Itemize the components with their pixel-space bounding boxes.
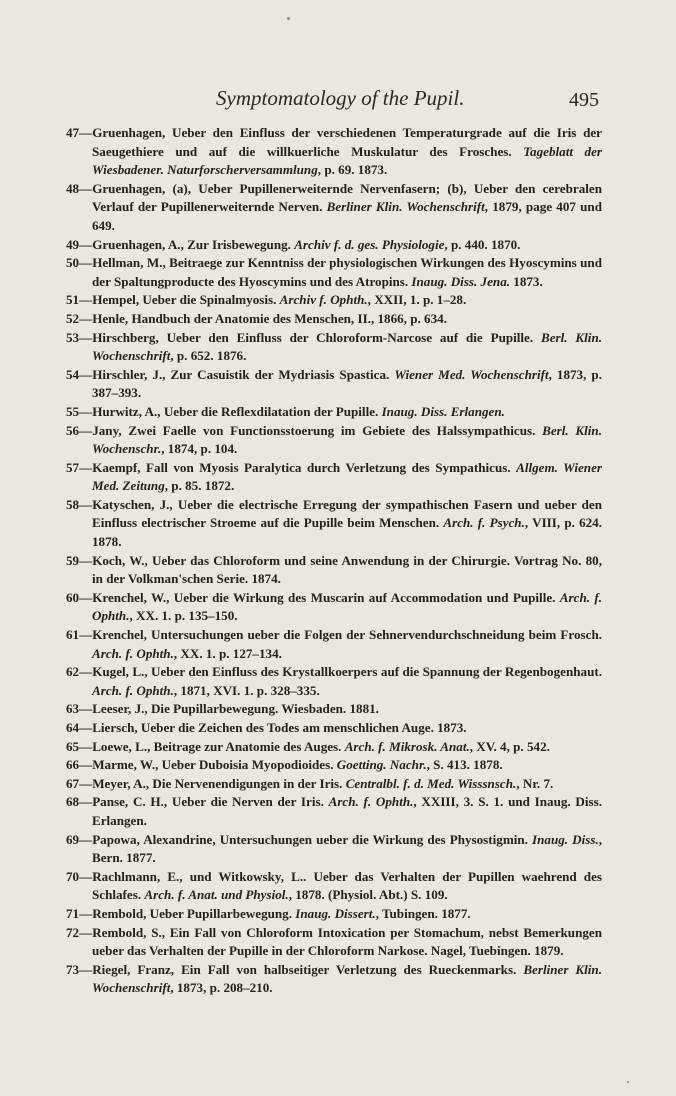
- reference-source-italic: Arch. f. Ophth.: [92, 645, 174, 661]
- reference-entry: [66, 124, 602, 180]
- reference-entry: [66, 459, 602, 496]
- reference-text: , XV. 4, p. 542.: [469, 738, 550, 754]
- reference-entry: [66, 793, 602, 830]
- reference-source-italic: Archiv f. Ophth.: [279, 292, 368, 308]
- reference-text: 65—Loewe, L., Beitrage zur Anatomie des Auges.: [66, 738, 345, 754]
- reference-text: 47—Gruenhagen, Ueber den Einfluss der verschiedenen Temperaturgrade auf die Iris der Saeugethiere und auf die willkuerliche Muskulatur des Frosches.: [66, 125, 602, 159]
- reference-entry: [66, 254, 602, 291]
- reference-source-italic: Arch. f. Ophth.: [328, 794, 414, 810]
- reference-text: , 1873, p. 387–393.: [92, 366, 602, 401]
- reference-text: , 1871, XVI. 1. p. 328–335.: [173, 682, 320, 698]
- reference-entry: [66, 738, 602, 757]
- reference-entry: [66, 868, 602, 905]
- reference-source-italic: Berl. Klin. Wochenschrift: [92, 329, 602, 364]
- reference-source-italic: Arch. f. Anat. und Physiol.: [144, 887, 289, 903]
- reference-text: 59—Koch, W., Ueber das Chloroform und seine Anwendung in der Chirurgie. Vortrag No. 80, in der Volkman'schen Serie. 1874.: [66, 552, 602, 587]
- reference-text: 73—Riegel, Franz, Ein Fall von halbseitiger Verletzung des Rueckenmarks.: [66, 961, 524, 977]
- reference-source-italic: Goetting. Nachr.: [336, 757, 427, 773]
- reference-text: , p. 85. 1872.: [164, 478, 235, 494]
- reference-entry: [66, 700, 602, 719]
- running-title: Symptomatology of the Pupil.: [216, 86, 465, 110]
- reference-entry: [66, 329, 602, 366]
- reference-source-italic: Arch. f. Ophth.: [92, 682, 174, 698]
- reference-entry: [66, 589, 602, 626]
- reference-entry: [66, 626, 602, 663]
- reference-text: , VIII, p. 624. 1878.: [92, 515, 603, 550]
- reference-text: 52—Henle, Handbuch der Anatomie des Menschen, II., 1866, p. 634.: [66, 310, 447, 326]
- reference-source-italic: Inaug. Diss. Jena.: [411, 273, 511, 289]
- reference-text: 54—Hirschler, J., Zur Casuistik der Mydriasis Spastica.: [66, 366, 395, 382]
- reference-text: 53—Hirschberg, Ueber den Einfluss der Chloroform-Narcose auf die Pupille.: [66, 329, 542, 345]
- reference-text: , S. 413. 1878.: [426, 757, 503, 773]
- reference-entry: [66, 552, 602, 589]
- reference-text: 70—Rachlmann, E., und Witkowsky, L.. Ueber das Verhalten der Pupillen waehrend des Schlafes.: [66, 868, 602, 903]
- reference-entry: [66, 905, 602, 924]
- reference-source-italic: Arch. f. Psych.: [443, 515, 525, 531]
- reference-text: 68—Panse, C. H., Ueber die Nerven der Iris.: [66, 794, 329, 810]
- reference-entry: [66, 924, 602, 961]
- reference-text: , p. 69. 1873.: [317, 162, 388, 178]
- reference-text: 48—Gruenhagen, (a), Ueber Pupillenerweiternde Nervenfasern; (b), Ueber den cerebralen Verlauf der Pupillenerweiternde Nerven.: [66, 180, 602, 215]
- paper-speck: [627, 1081, 629, 1083]
- reference-text: 50—Hellman, M., Beitraege zur Kenntniss der physiologischen Wirkungen des Hyoscymins und der Spaltungproducte des Hyoscymins und des Atropins.: [66, 255, 602, 289]
- reference-text: , XX. 1. p. 135–150.: [129, 608, 238, 624]
- reference-source-italic: Inaug. Diss. Erlangen.: [381, 403, 505, 419]
- reference-text: 72—Rembold, S., Ein Fall von Chloroform Intoxication per Stomachum, nebst Bemerkungen ueber das Verhalten der Pupille in der Chloroform Narkose. Nagel, Tuebingen. 1879.: [66, 924, 602, 959]
- page-header: [0, 86, 676, 116]
- reference-entry: [66, 756, 602, 775]
- reference-text: , XXIII, 3. S. 1. und Inaug. Diss. Erlangen.: [92, 794, 602, 828]
- reference-text: 66—Marme, W., Ueber Duboisia Myopodioides.: [66, 757, 337, 773]
- reference-source-italic: Allgem. Wiener Med. Zeitung: [92, 459, 602, 494]
- reference-text: , XX. 1. p. 127–134.: [173, 645, 282, 661]
- reference-text: , 1874, p. 104.: [161, 441, 238, 457]
- reference-text: 60—Krenchel, W., Ueber die Wirkung des Muscarin auf Accommodation und Pupille.: [66, 589, 560, 605]
- paper-speck: [287, 17, 290, 20]
- reference-text: , 1879, page 407 und 649.: [92, 199, 602, 233]
- reference-entry: [66, 719, 602, 738]
- reference-text: 58—Katyschen, J., Ueber die electrische Erregung der sympathischen Fasern und ueber den Einfluss electrischer Stroeme auf die Pupille beim Menschen.: [66, 496, 602, 531]
- reference-source-italic: Berliner Klin. Wochenschrift: [326, 199, 485, 215]
- reference-text: 55—Hurwitz, A., Ueber die Reflexdilatation der Pupille.: [66, 403, 382, 419]
- reference-source-italic: Berl. Klin. Wochenschr.: [92, 422, 602, 457]
- reference-text: , p. 652. 1876.: [170, 348, 247, 364]
- reference-entry: [66, 291, 602, 310]
- reference-source-italic: Centralbl. f. d. Med. Wisssnsch.: [345, 775, 517, 791]
- reference-entry: [66, 961, 602, 998]
- reference-text: 61—Krenchel, Untersuchungen ueber die Folgen der Sehnervendurchschneidung beim Frosch.: [66, 627, 602, 643]
- reference-source-italic: Archiv f. d. ges. Physiologie: [294, 236, 445, 252]
- reference-text: , p. 440. 1870.: [444, 236, 521, 252]
- reference-text: 1873.: [510, 273, 543, 289]
- page-number: 495: [569, 89, 599, 111]
- reference-text: 56—Jany, Zwei Faelle von Functionsstoerung im Gebiete des Halssympathicus.: [66, 422, 543, 438]
- reference-entry: [66, 831, 602, 868]
- reference-text: 62—Kugel, L., Ueber den Einfluss des Krystallkoerpers auf die Spannung der Regenbogenhaut.: [66, 664, 602, 680]
- reference-entry: [66, 422, 602, 459]
- reference-text: 57—Kaempf, Fall von Myosis Paralytica durch Verletzung des Sympathicus.: [66, 459, 517, 475]
- reference-list: [66, 124, 602, 998]
- reference-source-italic: Berliner Klin. Wochenschrift: [92, 961, 602, 996]
- reference-text: , 1873, p. 208–210.: [170, 980, 273, 996]
- reference-text: 64—Liersch, Ueber die Zeichen des Todes am menschlichen Auge. 1873.: [66, 720, 467, 735]
- reference-source-italic: Arch. f. Ophth.: [92, 589, 602, 624]
- reference-source-italic: Tageblatt der Wiesbadener. Naturforscherversammlung: [92, 143, 603, 178]
- reference-entry: [66, 366, 602, 403]
- reference-text: , Tubingen. 1877.: [375, 905, 471, 921]
- reference-text: , Nr. 7.: [516, 775, 554, 791]
- reference-entry: [66, 236, 602, 255]
- reference-source-italic: Arch. f. Mikrosk. Anat.: [344, 738, 470, 754]
- reference-entry: [66, 403, 602, 422]
- reference-text: , Bern. 1877.: [92, 831, 602, 866]
- reference-source-italic: Inaug. Diss.: [532, 831, 599, 847]
- reference-text: 69—Papowa, Alexandrine, Untersuchungen ueber die Wirkung des Physostigmin.: [66, 831, 533, 847]
- reference-text: 67—Meyer, A., Die Nervenendigungen in der Iris.: [66, 775, 346, 791]
- reference-text: 71—Rembold, Ueber Pupillarbewegung.: [66, 905, 296, 921]
- reference-entry: [66, 775, 602, 794]
- reference-source-italic: Inaug. Dissert.: [295, 905, 376, 921]
- reference-text: 63—Leeser, J., Die Pupillarbewegung. Wiesbaden. 1881.: [66, 701, 379, 717]
- reference-text: 51—Hempel, Ueber die Spinalmyosis.: [66, 292, 280, 308]
- reference-entry: [66, 310, 602, 329]
- reference-entry: [66, 663, 602, 700]
- reference-entry: [66, 180, 602, 236]
- reference-source-italic: Wiener Med. Wochenschrift: [394, 366, 549, 382]
- reference-text: , XXII, 1. p. 1–28.: [367, 292, 467, 308]
- reference-text: 49—Gruenhagen, A., Zur Irisbewegung.: [66, 236, 295, 252]
- reference-entry: [66, 496, 602, 552]
- reference-text: , 1878. (Physiol. Abt.) S. 109.: [288, 887, 448, 903]
